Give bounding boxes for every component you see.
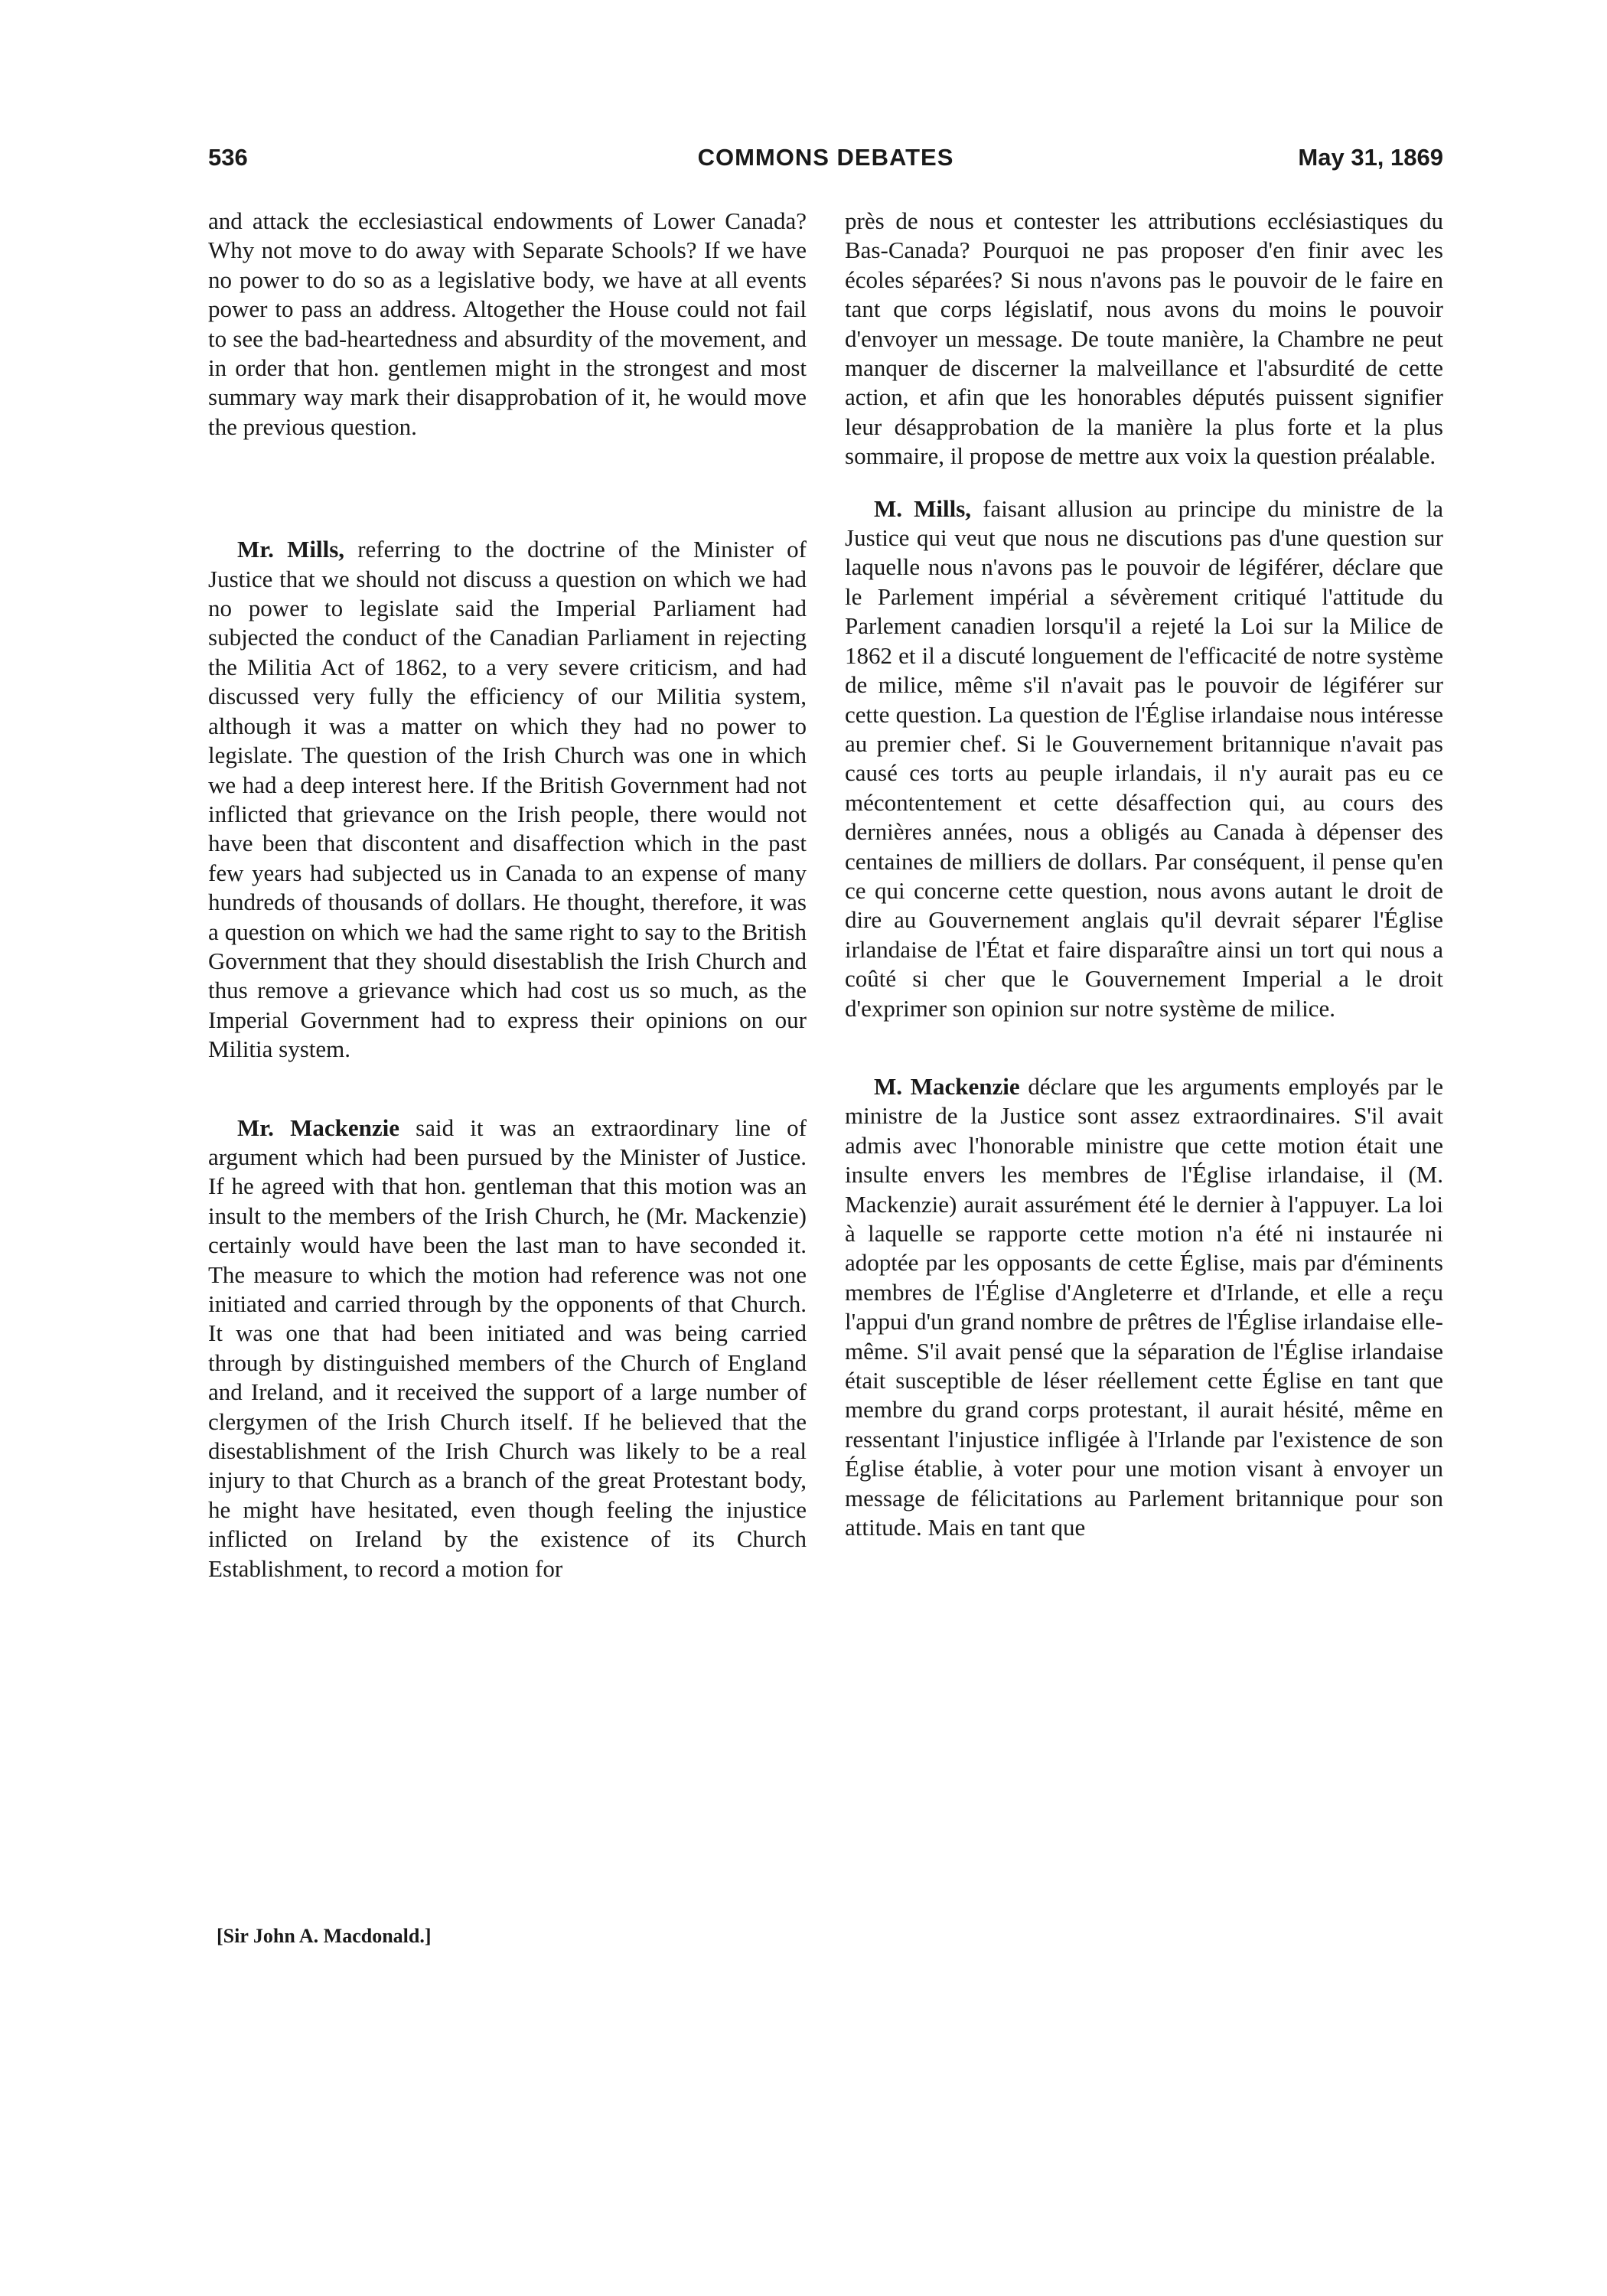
speaker-name: Mr. Mackenzie — [237, 1114, 399, 1141]
english-paragraph-1: and attack the ecclesiastical endowments of Lower Canada? Why not move to do away with Separate Schools? If we have no power to do so as a legislative body, we have at all events power to pass an address. Altogether the House could not fail to see the bad-heartedness and absurdity of the movement, and in order that hon. gentlemen might in the strongest and most summary way mark their disapprobation of it, he would move the previous question. — [208, 207, 807, 440]
speaker-name: M. Mackenzie — [874, 1072, 1020, 1100]
speech-text: referring to the doctrine of the Minister of Justice that we should not discuss a question on which we had no power to legislate said the Imperial Parliament had subjected the conduct of the Canadian Parliament in rejecting the Militia Act of 1862, to a very severe criticism, and had discussed very fully the efficiency of our Militia system, although it was a matter on which they had no power to legislate. The question of the Irish Church was one in which we had a deep interest here. If the British Government had not inflicted that grievance on the Irish people, there would not have been that discontent and disaffection which in the past few years had subjected us in Canada to an expense of many hundreds of thousands of dollars. He thought, therefore, it was a question on which we had the same right to say to the British Government that they should disestablish the Irish Church and thus remove a grievance which had cost us so much, as the Imperial Government had to express their opinions on our Militia system. — [208, 536, 807, 1063]
page-date: May 31, 1869 — [1298, 144, 1443, 171]
english-paragraph-mills — [208, 535, 807, 1064]
french-paragraph-mills — [845, 494, 1443, 1023]
french-column — [845, 207, 1443, 1542]
english-column — [208, 207, 807, 1583]
speaker-name: Mr. Mills, — [237, 536, 345, 563]
running-title: COMMONS DEBATES — [697, 144, 954, 171]
speaker-name: M. Mills, — [874, 494, 972, 522]
speech-text: déclare que les arguments employés par le ministre de la Justice sont assez extraordinaires. S'il avait admis avec l'honorable ministre que cette motion était une insulte envers les membres de l'Église irlandaise, il (M. Mackenzie) aurait assurément été le dernier à l'appuyer. La loi à laquelle se rapporte cette motion n'a été ni instaurée ni adoptée par les opposants de cette Église, mais par d'éminents membres de l'Église d'Angleterre et d'Irlande, et elle a reçu l'appui d'un grand nombre de prêtres de l'Église irlandaise elle-même. S'il avait pensé que la séparation de l'Église irlandaise était susceptible de léser réellement cette Église en tant que membre du grand corps protestant, il aurait hésité, même en ressentant l'injustice infligée à l'Irlande par l'existence de son Église établie, à voter pour une motion visant à envoyer un message de félicitations au Parlement britannique pour son attitude. Mais en tant que — [845, 1072, 1443, 1541]
french-paragraph-1: près de nous et contester les attributions ecclésiastiques du Bas-Canada? Pourquoi ne pas proposer d'en finir avec les écoles séparées? Si nous n'avons pas le pouvoir de le faire en tant que corps législatif, nous avons du moins le pouvoir d'envoyer un message. De toute manière, la Chambre ne peut manquer de discerner la malveillance et l'absurdité de cette action, et afin que les honorables députés puissent signifier leur désapprobation de la manière la plus forte et la plus sommaire, il propose de mettre aux voix la question préalable. — [845, 207, 1443, 470]
page-number: 536 — [208, 144, 248, 171]
page-header — [208, 144, 1443, 182]
speaker-attribution: [Sir John A. Macdonald.] — [217, 1925, 432, 1947]
speech-text: faisant allusion au principe du ministre de la Justice qui veut que nous ne discutions pas d'une question sur laquelle nous n'avons pas le pouvoir de légiférer, déclare que le Parlement impérial a sévèrement critiqué l'attitude du Parlement canadien lorsqu'il a rejeté la Loi sur la Milice de 1862 et il a discuté longuement de l'efficacité de notre système de milice, même s'il n'avait pas le pouvoir de légiférer sur cette question. La question de l'Église irlandaise nous intéresse au premier chef. Si le Gouvernement britannique n'avait pas causé ces torts au peuple irlandais, il n'y aurait pas eu ce mécontentement et cette désaffection qui, au cours des dernières années, nous a obligés au Canada à dépenser des centaines de milliers de dollars. Par conséquent, il pense qu'en ce qui concerne cette question, nous avons autant le droit de dire au Gouvernement anglais qu'il devrait séparer l'Église irlandaise de l'État et faire disparaître ainsi un tort qui nous a coûté si cher que le Gouvernement Imperial a le droit d'exprimer son opinion sur notre système de milice. — [845, 494, 1443, 1022]
speech-text: said it was an extraordinary line of argument which had been pursued by the Minister of Justice. If he agreed with that hon. gentleman that this motion was an insult to the members of the Irish Church, he (Mr. Mackenzie) certainly would have been the last man to have seconded it. The measure to which the motion had reference was not one initiated and carried through by the opponents of that Church. It was one that had been initiated and was being carried through by distinguished members of the Church of England and Ireland, and it received the support of a large number of clergymen of the Irish Church itself. If he believed that the disestablishment of the Irish Church was likely to be a real injury to that Church as a branch of the great Protestant body, he might have hesitated, even though feeling the injustice inflicted on Ireland by the existence of its Church Establishment, to record a motion for — [208, 1114, 807, 1582]
english-paragraph-mackenzie — [208, 1114, 807, 1584]
french-paragraph-mackenzie — [845, 1072, 1443, 1543]
